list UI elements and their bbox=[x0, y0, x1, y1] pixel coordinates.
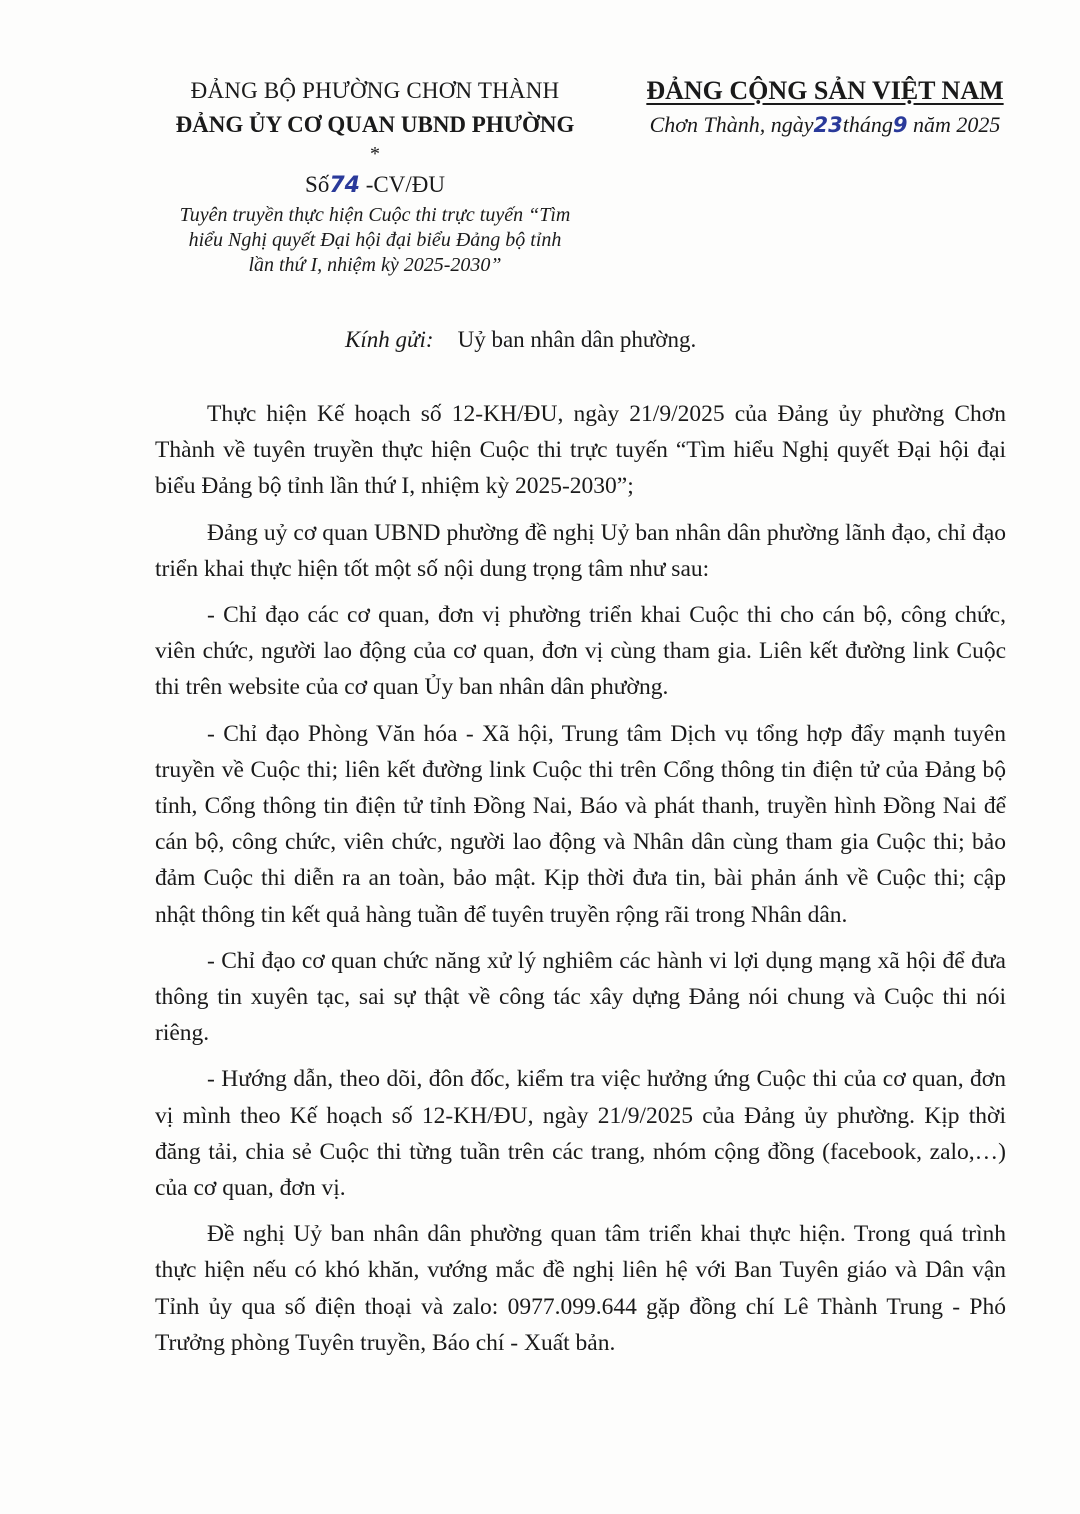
parent-organization: ĐẢNG BỘ PHƯỜNG CHƠN THÀNH bbox=[190, 78, 560, 103]
recipient-value: Uỷ ban nhân dân phường. bbox=[457, 327, 697, 352]
issuing-authority-block bbox=[135, 74, 615, 278]
body-paragraph: - Chỉ đạo Phòng Văn hóa - Xã hội, Trung tâm Dịch vụ tổng hợp đẩy mạnh tuyên truyền về Cuộc thi; liên kết đường link Cuộc thi trên Cổng thông tin điện tử của Đảng bộ tỉnh, Cổng thông tin điện tử tỉnh Đồng Nai, Báo và phát thanh, truyền hình Đồng Nai để cán bộ, công chức, viên chức, người lao động và Nhân dân cùng tham gia Cuộc thi; bảo đảm Cuộc thi diễn ra an toàn, bảo mật. Kịp thời đưa tin, bài phản ánh về Cuộc thi; cập nhật thông tin kết quả hàng tuần để tuyên truyền rộng rãi trong Nhân dân. bbox=[155, 720, 1006, 928]
recipient-line bbox=[345, 323, 696, 357]
party-name: ĐẢNG CỘNG SẢN VIỆT NAM bbox=[646, 76, 1004, 105]
body-paragraph: - Chỉ đạo cơ quan chức năng xử lý nghiêm các hành vi lợi dụng mạng xã hội để đưa thông tin xuyên tạc, sai sự thật về công tác xây dựng Đảng nói chung và Cuộc thi nói riêng. bbox=[155, 947, 1006, 1047]
document-body bbox=[155, 396, 1006, 1371]
body-paragraph: Đảng uỷ cơ quan UBND phường đề nghị Uỷ ban nhân dân phường lãnh đạo, chỉ đạo triển khai thực hiện tốt một số nội dung trọng tâm như sau: bbox=[155, 519, 1006, 582]
handwritten-month: 9 bbox=[892, 113, 908, 137]
body-paragraph: - Hướng dẫn, theo dõi, đôn đốc, kiểm tra việc hưởng ứng Cuộc thi của cơ quan, đơn vị mình theo Kế hoạch số 12-KH/ĐU, ngày 21/9/2025 của Đảng ủy phường. Kịp thời đăng tải, chia sẻ Cuộc thi từng tuần trên các trang, nhóm cộng đồng (facebook, zalo,…) của cơ quan, đơn vị. bbox=[155, 1066, 1006, 1202]
date-place: Chơn Thành, ngày bbox=[649, 112, 814, 137]
document-number bbox=[135, 168, 615, 203]
document-subject bbox=[145, 203, 605, 278]
body-paragraph: Thực hiện Kế hoạch số 12-KH/ĐU, ngày 21/9/2025 của Đảng ủy phường Chơn Thành về tuyên truyền thực hiện Cuộc thi trực tuyến “Tìm hiểu Nghị quyết Đại hội đại biểu Đảng bộ tỉnh lần thứ I, nhiệm kỳ 2025-2030”; bbox=[155, 401, 1006, 500]
place-and-date bbox=[630, 108, 1020, 142]
subject-line: hiểu Nghị quyết Đại hội đại biểu Đảng bộ tỉnh bbox=[188, 229, 562, 251]
date-year: năm 2025 bbox=[907, 112, 1001, 137]
recipient-label: Kính gửi: bbox=[345, 327, 434, 352]
issuing-organization: ĐẢNG ỦY CƠ QUAN UBND PHƯỜNG bbox=[175, 112, 575, 137]
body-paragraph: Đề nghị Uỷ ban nhân dân phường quan tâm triển khai thực hiện. Trong quá trình thực hiện nếu có khó khăn, vướng mắc đề nghị liên hệ với Ban Tuyên giáo và Dân vận Tỉnh ủy qua số điện thoại và zalo: 0977.099.644 gặp đồng chí Lê Thành Trung - Phó Trưởng phòng Tuyên truyền, Báo chí - Xuất bản. bbox=[155, 1221, 1006, 1356]
body-paragraph: - Chỉ đạo các cơ quan, đơn vị phường triển khai Cuộc thi cho cán bộ, công chức, viên chức, người lao động của cơ quan, đơn vị cùng tham gia. Liên kết đường link Cuộc thi trên website của cơ quan Ủy ban nhân dân phường. bbox=[155, 602, 1006, 701]
number-prefix: Số bbox=[305, 172, 330, 197]
number-suffix: -CV/ĐU bbox=[359, 172, 445, 197]
national-header-block bbox=[630, 74, 1020, 142]
handwritten-number: 74 bbox=[329, 173, 360, 198]
handwritten-day: 23 bbox=[813, 113, 843, 137]
subject-line: Tuyên truyền thực hiện Cuộc thi trực tuyến “Tìm bbox=[179, 204, 571, 226]
date-month-label: tháng bbox=[842, 112, 893, 137]
subject-line: lần thứ I, nhiệm kỳ 2025-2030” bbox=[248, 254, 502, 276]
separator-star: * bbox=[370, 143, 380, 165]
